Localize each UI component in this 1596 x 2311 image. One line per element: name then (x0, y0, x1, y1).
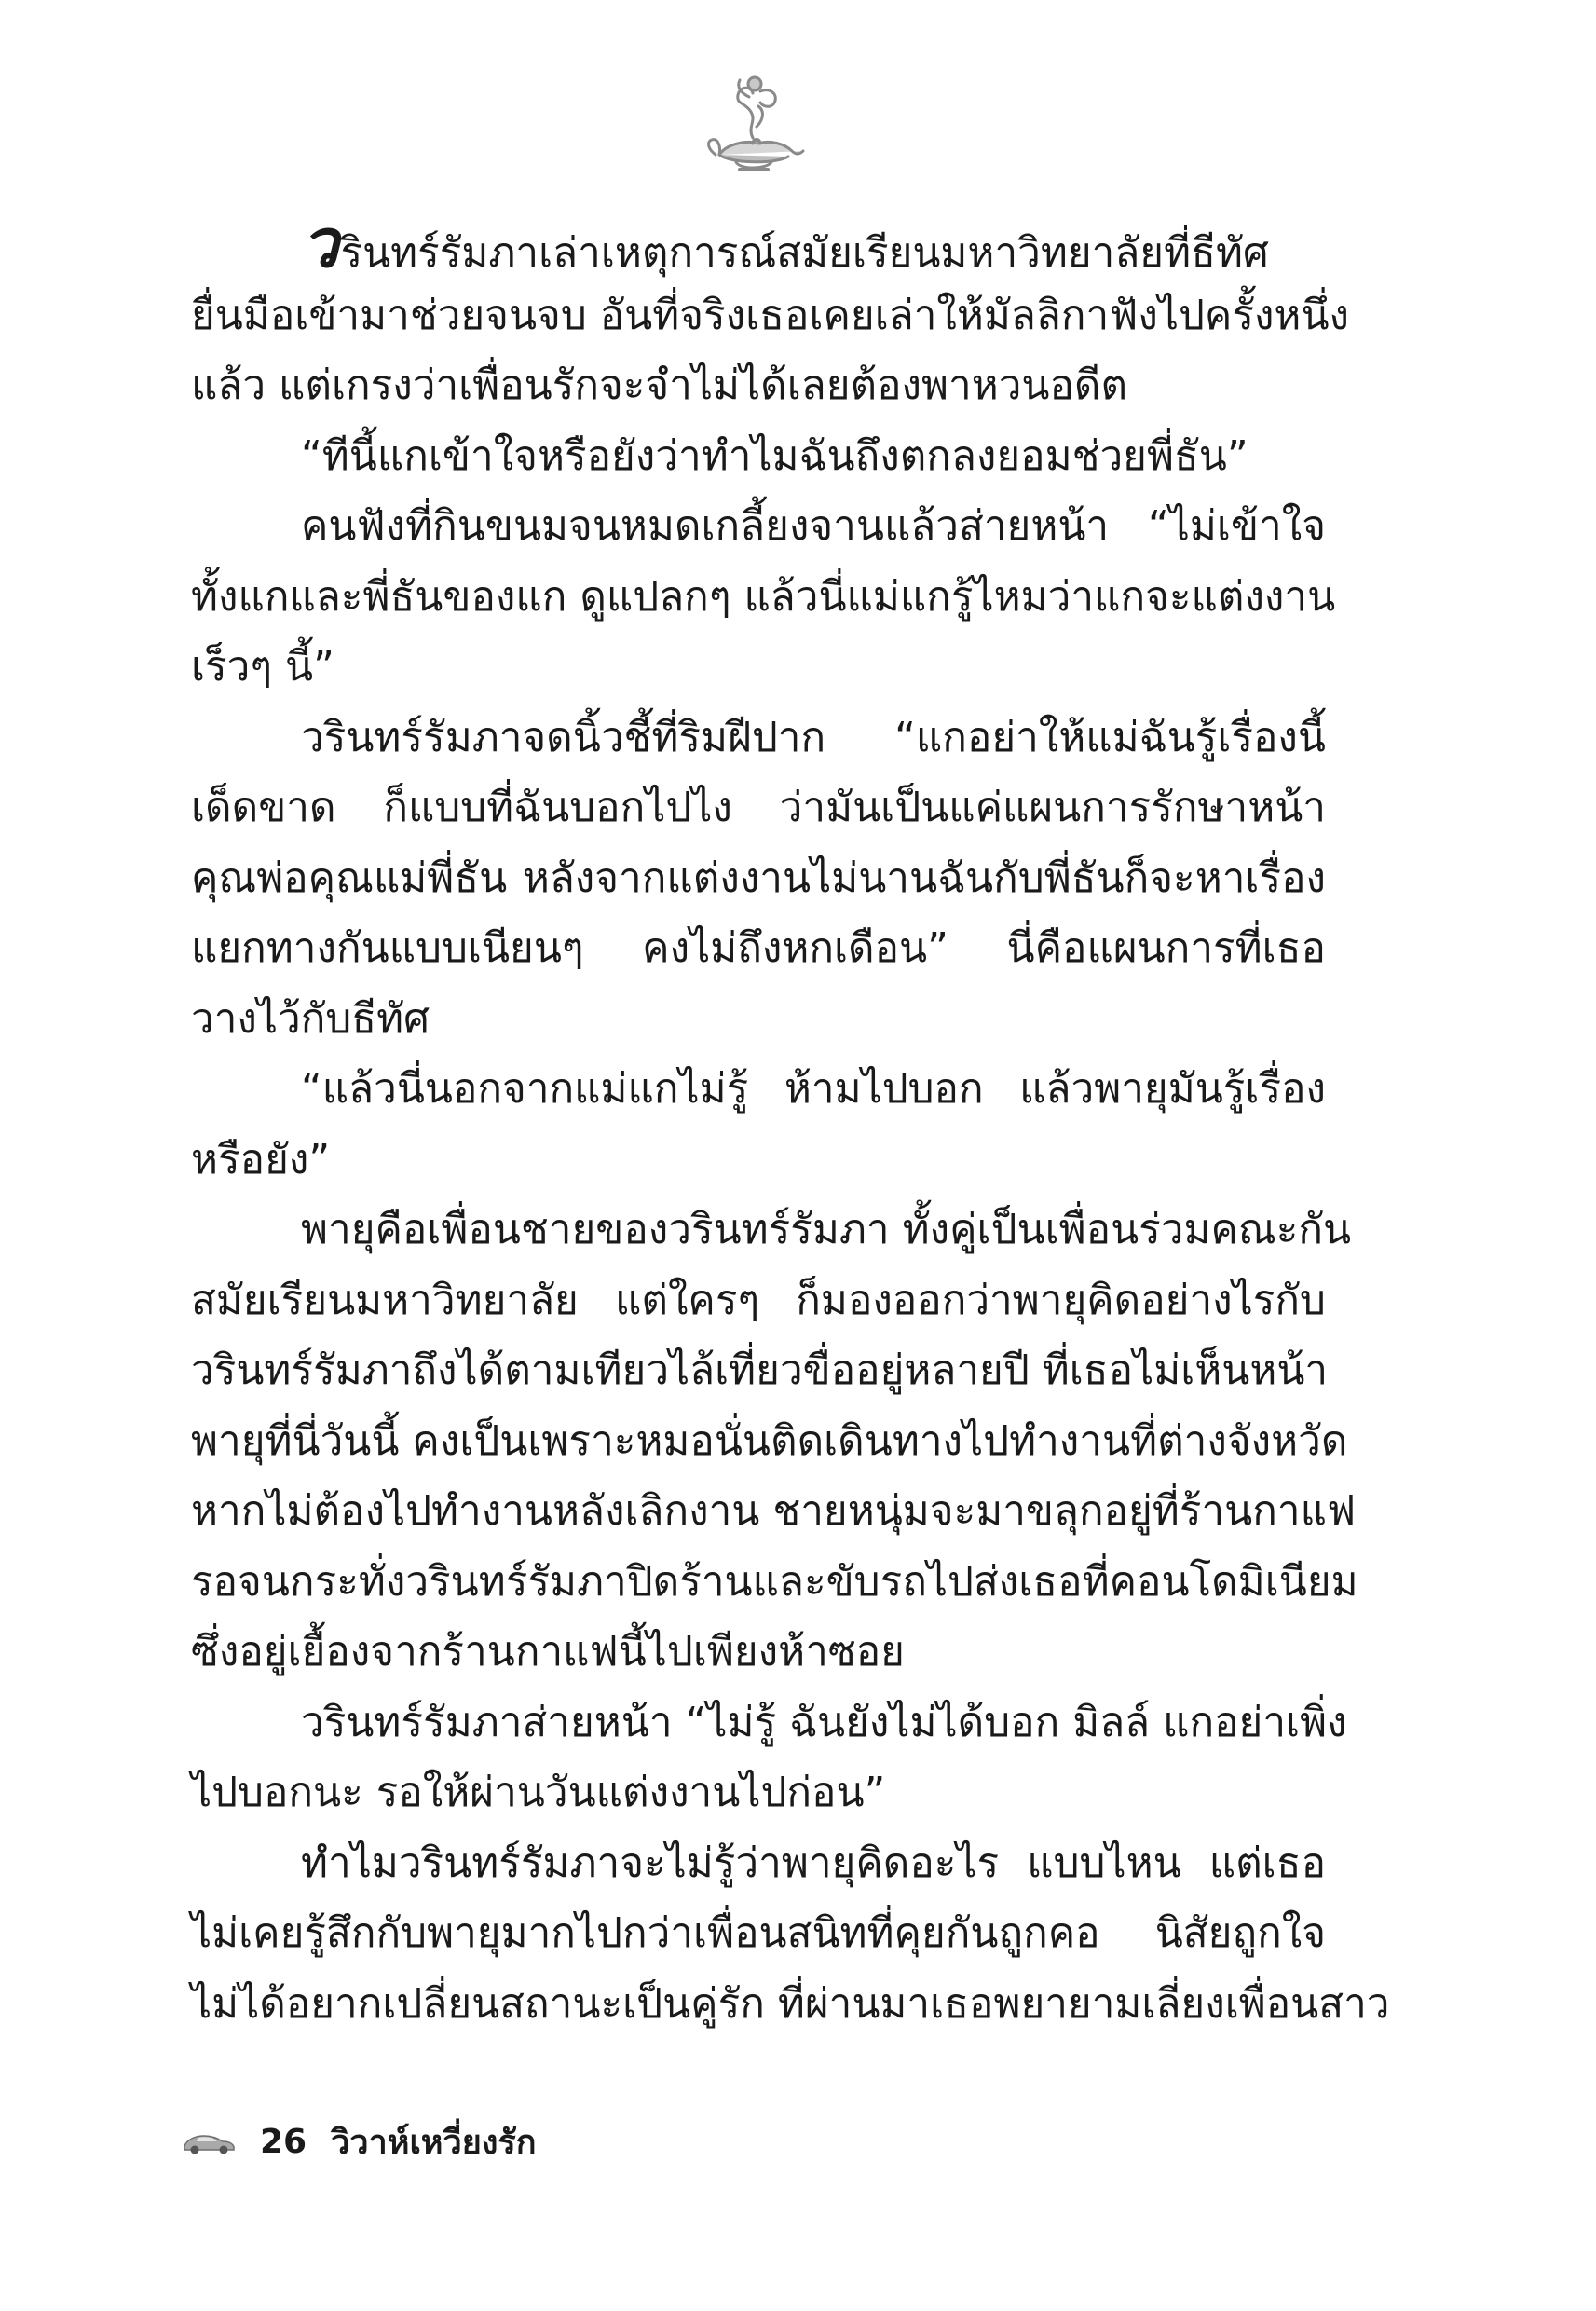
paragraph-line-10: คุณพ่อคุณแม่พี่ธัน หลังจากแต่งงานไม่นานฉันกับพี่ธันก็จะหาเรื่อง (191, 854, 1326, 902)
book-title: วิวาห์เหวี่ยงรัก (331, 2123, 537, 2162)
paragraph-line-23: ไปบอกนะ รอให้ผ่านวันแต่งงานไปก่อน” (191, 1769, 886, 1816)
paragraph-line-24: ทำไมวรินทร์รัมภาจะไม่รู้ว่าพายุคิดอะไร แบบไหน แต่เธอ (301, 1839, 1326, 1887)
drop-cap-letter: ว (301, 204, 339, 282)
paragraph-line-2: ยื่นมือเข้ามาช่วยจนจบ อันที่จริงเธอเคยเล่าให้มัลลิกาฟังไปครั้งหนึ่ง (191, 291, 1349, 339)
car-icon (182, 2127, 236, 2155)
paragraph-line-18: พายุที่นี่วันนี้ คงเป็นเพราะหมอนั่นติดเดินทางไปทำงานที่ต่างจังหวัด (191, 1416, 1348, 1465)
paragraph-line-5: คนฟังที่กินขนมจนหมดเกลี้ยงจานแล้วส่ายหน้า “ไม่เข้าใจ (301, 502, 1326, 550)
paragraph-line-15: พายุคือเพื่อนชายของวรินทร์รัมภา ทั้งคู่เป็นเพื่อนร่วมคณะกัน (301, 1206, 1352, 1253)
paragraph-line-20: รอจนกระทั่งวรินทร์รัมภาปิดร้านและขับรถไปส่งเธอที่คอนโดมิเนียม (191, 1557, 1358, 1606)
paragraph-line-17: วรินทร์รัมภาถึงได้ตามเทียวไล้เที่ยวขื่ออยู่หลายปี ที่เธอไม่เห็นหน้า (191, 1347, 1329, 1394)
paragraph-line-26: ไม่ได้อยากเปลี่ยนสถานะเป็นคู่รัก ที่ผ่านมาเธอพยายามเลี่ยงเพื่อนสาว (191, 1979, 1390, 2028)
paragraph-line-8: วรินทร์รัมภาจดนิ้วชี้ที่ริมฝีปาก “แกอย่าให้แม่ฉันรู้เรื่องนี้ (301, 713, 1326, 761)
magic-lamp-genie-icon (699, 65, 811, 182)
paragraph-line-22: วรินทร์รัมภาส่ายหน้า “ไม่รู้ ฉันยังไม่ได้บอก มิลล์ แกอย่าเพิ่ง (301, 1698, 1347, 1746)
paragraph-line-6: ทั้งแกและพี่ธันของแก ดูแปลกๆ แล้วนี่แม่แกรู้ไหมว่าแกจะแต่งงาน (191, 572, 1336, 621)
paragraph-line-1: วรินทร์รัมภาเล่าเหตุการณ์สมัยเรียนมหาวิทยาลัยที่ธีทัศ (301, 204, 1269, 282)
paragraph-line-19: หากไม่ต้องไปทำงานหลังเลิกงาน ชายหนุ่มจะมาขลุกอยู่ที่ร้านกาแฟ (191, 1487, 1357, 1535)
paragraph-line-14: หรือยัง” (191, 1135, 331, 1183)
paragraph-line-3: แล้ว แต่เกรงว่าเพื่อนรักจะจำไม่ได้เลยต้องพาหวนอดีต (191, 362, 1128, 409)
paragraph-line-11: แยกทางกันแบบเนียนๆ คงไม่ถึงหกเดือน” นี่คือแผนการที่เธอ (191, 924, 1326, 972)
paragraph-line-25: ไม่เคยรู้สึกกับพายุมากไปกว่าเพื่อนสนิทที่คุยกันถูกคอ นิสัยถูกใจ (191, 1909, 1326, 1957)
page-number: 26 (260, 2122, 307, 2161)
paragraph-line-12: วางไว้กับธีทัศ (191, 994, 430, 1043)
paragraph-line-7: เร็วๆ นี้” (191, 643, 334, 691)
paragraph-line-4: “ทีนี้แกเข้าใจหรือยังว่าทำไมฉันถึงตกลงยอมช่วยพี่ธัน” (301, 431, 1248, 480)
paragraph-line-13: “แล้วนี่นอกจากแม่แกไม่รู้ ห้ามไปบอก แล้วพายุมันรู้เรื่อง (301, 1065, 1326, 1113)
paragraph-line-9: เด็ดขาด ก็แบบที่ฉันบอกไปไง ว่ามันเป็นแค่แผนการรักษาหน้า (191, 784, 1326, 831)
paragraph-line-16: สมัยเรียนมหาวิทยาลัย แต่ใครๆ ก็มองออกว่าพายุคิดอย่างไรกับ (191, 1276, 1326, 1324)
paragraph-line-21: ซึ่งอยู่เยื้องจากร้านกาแฟนี้ไปเพียงห้าซอย (191, 1628, 905, 1675)
chapter-body-text (191, 204, 1390, 2039)
page-footer (182, 2115, 537, 2167)
